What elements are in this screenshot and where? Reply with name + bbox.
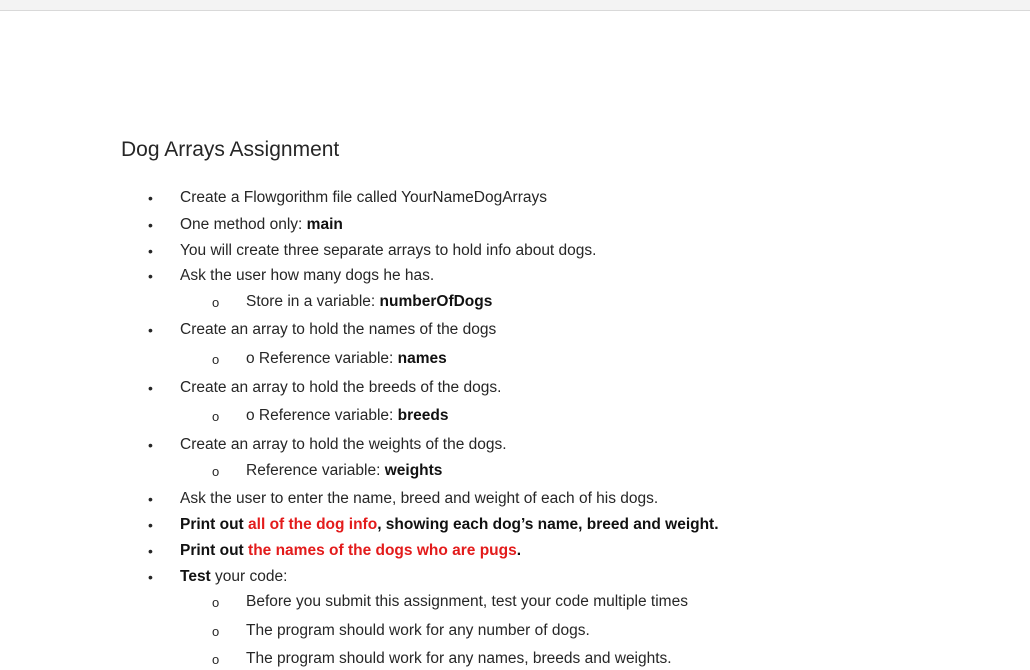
bullet-marker: • [148,322,153,338]
sub-list-item [246,407,448,425]
list-item-text: You will create three separate arrays to hold info about dogs. [180,242,597,259]
sub-bullet-marker: o [212,409,220,424]
sub-bullet-marker: o [212,464,220,479]
bullet-marker: • [148,243,153,259]
sub-bullet-marker: o [212,595,220,610]
list-item-text: Create an array to hold the weights of the dogs. [180,436,507,453]
sub-list-item [246,350,447,368]
list-item [180,267,434,285]
sub-bullet-marker: o [212,295,220,310]
sub-list-item [246,650,672,668]
bullet-marker: • [148,217,153,233]
list-item-text: The program should work for any names, breeds and weights. [246,650,672,667]
list-item [180,490,658,508]
list-item-text: Create an array to hold the names of the dogs [180,321,497,338]
list-item-text: Print out [180,542,249,559]
list-item-text: Ask the user to enter the name, breed and weight of each of his dogs. [180,490,659,507]
list-item-text: breeds [397,407,449,424]
list-item-text: Reference variable: [246,462,385,479]
list-item-text: Store in a variable: [246,293,380,310]
list-item-text: Ask the user how many dogs he has. [180,267,435,284]
list-item-text: weights [384,462,443,479]
bullet-marker: • [148,437,153,453]
list-item-text: all of the dog info [248,516,378,533]
list-item-text: Before you submit this assignment, test your code multiple times [246,593,688,610]
list-item [180,242,596,260]
list-item [180,542,521,560]
list-item-text: The program should work for any number of dogs. [246,622,590,639]
document-page [0,11,1030,670]
list-item-text: the names of the dogs who are pugs [248,542,517,559]
list-item [180,189,547,207]
bullet-marker: • [148,569,153,585]
list-item-text: . [516,542,522,559]
list-item-text: One method only: [180,216,307,233]
bullet-marker: • [148,517,153,533]
list-item-text: names [397,350,447,367]
list-item-text: o Reference variable: [246,350,398,367]
list-item [180,568,287,586]
list-item-text: Test [180,568,211,585]
sub-bullet-marker: o [212,352,220,367]
list-item [180,216,343,234]
bullet-marker: • [148,491,153,507]
list-item [180,516,719,534]
list-item [180,436,507,454]
bullet-marker: • [148,268,153,284]
list-item-text: your code: [210,568,288,585]
document-title: Dog Arrays Assignment [121,138,340,161]
sub-list-item [246,293,492,311]
list-item [180,321,496,339]
bullet-marker: • [148,190,153,206]
list-item-text: main [306,216,343,233]
sub-bullet-marker: o [212,624,220,639]
list-item-text: o Reference variable: [246,407,398,424]
bullet-marker: • [148,380,153,396]
list-item-text: Create an array to hold the breeds of the dogs. [180,379,502,396]
list-item-text: , showing each dog’s name, breed and weight. [377,516,719,533]
sub-list-item [246,593,688,611]
window-top-border [0,0,1030,11]
list-item-text: Print out [180,516,249,533]
sub-bullet-marker: o [212,652,220,667]
sub-list-item [246,622,590,640]
list-item [180,379,501,397]
list-item-text: Create a Flowgorithm file called YourNameDogArrays [180,189,547,206]
bullet-marker: • [148,543,153,559]
list-item-text: numberOfDogs [379,293,493,310]
sub-list-item [246,462,442,480]
